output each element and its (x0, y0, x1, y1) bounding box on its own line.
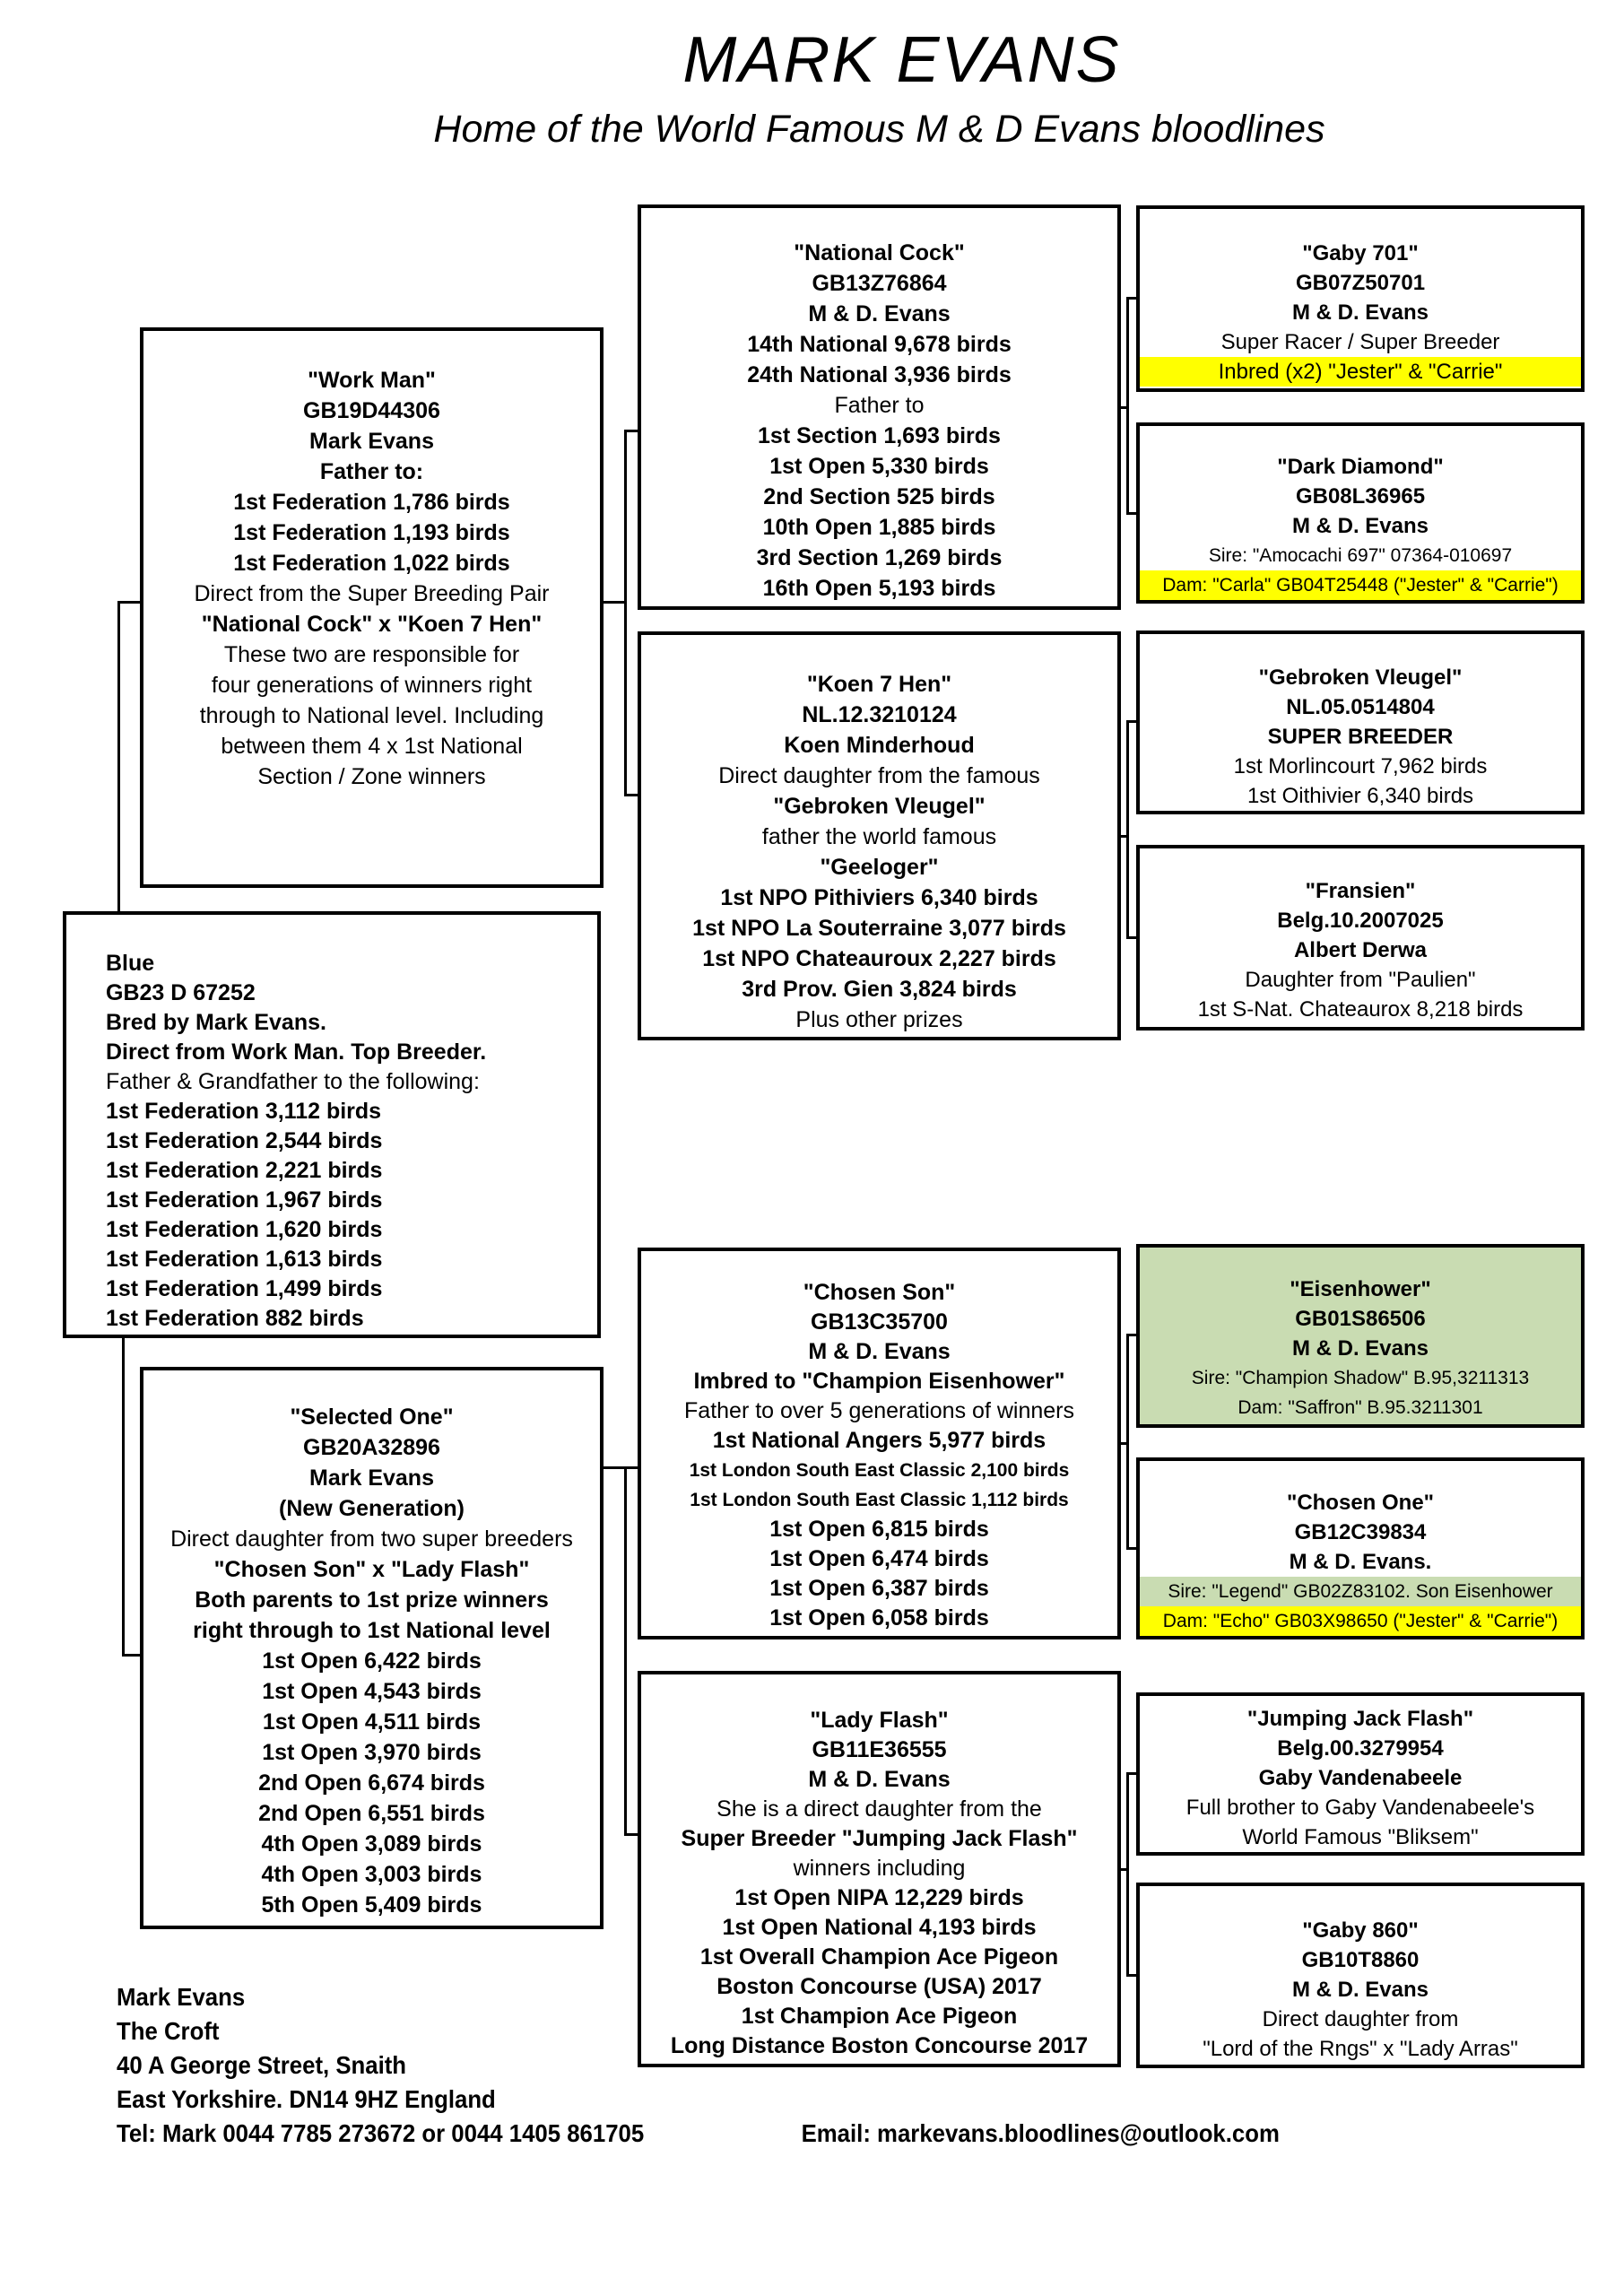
pedigree-line: Albert Derwa (1293, 938, 1428, 962)
pedigree-line: Section / Zone winners (257, 764, 486, 789)
pedigree-line: 5th Open 5,409 birds (261, 1892, 482, 1918)
pedigree-line: 1st NPO La Souterraine 3,077 birds (692, 916, 1066, 941)
pedigree-line: 3rd Section 1,269 birds (756, 545, 1003, 570)
contact-region: East Yorkshire. DN14 9HZ England (117, 2085, 496, 2113)
connector-line (1126, 1772, 1136, 1775)
pedigree-box-jumping-jack-flash (1136, 1692, 1585, 1856)
pedigree-line: Direct daughter from the famous (718, 763, 1040, 788)
pedigree-line: She is a direct daughter from the (716, 1796, 1042, 1822)
connector-line (1126, 936, 1136, 939)
pedigree-line: Koen Minderhoud (784, 733, 975, 758)
pedigree-line: Dam: "Echo" GB03X98650 ("Jester" & "Carrie") (1140, 1606, 1581, 1636)
pedigree-line: Direct from the Super Breeding Pair (194, 581, 550, 606)
pedigree-line: World Famous "Bliksem" (1242, 1825, 1479, 1849)
pedigree-box-dark-diamond (1136, 422, 1585, 604)
pedigree-line: "Gebroken Vleugel" (1258, 665, 1463, 690)
pedigree-line: 1st National Angers 5,977 birds (712, 1428, 1046, 1453)
pedigree-line: 1st Open 6,387 birds (769, 1576, 989, 1601)
pedigree-line: Belg.00.3279954 (1277, 1736, 1444, 1761)
pedigree-line: Inbred (x2) "Jester" & "Carrie" (1140, 357, 1581, 387)
pedigree-box-koen-7-hen (638, 631, 1121, 1040)
pedigree-line: 1st Section 1,693 birds (758, 423, 1001, 448)
pedigree-line: 1st Open 5,330 birds (769, 454, 989, 479)
pedigree-box-lady-flash (638, 1671, 1121, 2067)
pedigree-line: 1st Federation 882 birds (106, 1306, 364, 1331)
pedigree-line: "Chosen One" (1286, 1491, 1435, 1515)
pedigree-line: 3rd Prov. Gien 3,824 birds (742, 977, 1017, 1002)
pedigree-line: father the world famous (761, 824, 997, 849)
pedigree-box-national-cock (638, 204, 1121, 610)
pedigree-line: 10th Open 1,885 birds (762, 515, 996, 540)
pedigree-line: through to National level. Including (199, 703, 544, 728)
pedigree-line: Blue (106, 951, 155, 976)
contact-name: Mark Evans (117, 1983, 246, 2011)
pedigree-line: "Koen 7 Hen" (806, 672, 952, 697)
pedigree-line: Imbred to "Champion Eisenhower" (693, 1369, 1065, 1394)
pedigree-line: "Chosen Son" x "Lady Flash" (213, 1557, 530, 1582)
connector-line (624, 1833, 638, 1836)
pedigree-line: 1st Federation 3,112 birds (106, 1099, 382, 1124)
connector-line (624, 430, 638, 432)
pedigree-line: GB12C39834 (1294, 1520, 1427, 1544)
pedigree-line: M & D. Evans (808, 1767, 951, 1792)
pedigree-line: 1st London South East Classic 1,112 birds (690, 1490, 1069, 1510)
connector-line (1126, 720, 1136, 723)
pedigree-line: 1st Federation 1,967 birds (106, 1187, 383, 1213)
pedigree-line: GB01S86506 (1295, 1307, 1426, 1331)
pedigree-line: 1st S-Nat. Chateaurox 8,218 birds (1197, 997, 1524, 1022)
connector-line (1126, 1974, 1136, 1977)
pedigree-line: 1st Federation 2,221 birds (106, 1158, 383, 1183)
pedigree-line: GB08L36965 (1295, 484, 1426, 509)
connector-line (1121, 835, 1127, 838)
pedigree-line: "Gaby 860" (1302, 1918, 1419, 1943)
pedigree-line: GB19D44306 (303, 398, 440, 423)
pedigree-line: 1st Federation 1,613 birds (106, 1247, 383, 1272)
pedigree-line: 1st Open National 4,193 birds (722, 1915, 1037, 1940)
pedigree-line: 2nd Section 525 birds (763, 484, 995, 509)
pedigree-line: 1st Open 4,543 birds (262, 1679, 482, 1704)
pedigree-line: Father to: (319, 459, 424, 484)
connector-line (604, 601, 626, 604)
pedigree-line: Direct from Work Man. Top Breeder. (106, 1039, 487, 1065)
pedigree-box-blue (63, 911, 601, 1338)
pedigree-line: "Jumping Jack Flash" (1246, 1707, 1474, 1731)
pedigree-line: 1st Morlincourt 7,962 birds (1233, 754, 1488, 778)
pedigree-line: 1st Federation 1,786 birds (233, 490, 510, 515)
pedigree-line: "Dark Diamond" (1277, 455, 1444, 479)
pedigree-box-work-man (140, 327, 604, 888)
pedigree-box-eisenhower (1136, 1244, 1585, 1428)
connector-line (1121, 1442, 1127, 1445)
pedigree-line: 1st Overall Champion Ace Pigeon (699, 1944, 1059, 1970)
pedigree-line: 1st London South East Classic 2,100 birds (689, 1460, 1070, 1481)
pedigree-line: Super Breeder "Jumping Jack Flash" (681, 1826, 1078, 1851)
pedigree-line: Bred by Mark Evans. (106, 1010, 326, 1035)
pedigree-line: "Geeloger" (820, 855, 939, 880)
pedigree-line: 16th Open 5,193 birds (762, 576, 996, 601)
pedigree-line: 1st Open 6,815 birds (769, 1517, 989, 1542)
pedigree-line: NL.12.3210124 (802, 702, 957, 727)
pedigree-line: Direct daughter from (1262, 2007, 1459, 2031)
pedigree-box-chosen-one (1136, 1457, 1585, 1639)
connector-line (122, 1654, 140, 1657)
pedigree-line: Dam: "Saffron" B.95.3211301 (1238, 1397, 1483, 1418)
pedigree-line: Father & Grandfather to the following: (106, 1069, 480, 1094)
pedigree-line: 2nd Open 6,674 birds (258, 1770, 485, 1796)
pedigree-line: (New Generation) (279, 1496, 465, 1521)
pedigree-line: "Eisenhower" (1290, 1277, 1431, 1301)
pedigree-line: Direct daughter from two super breeders (170, 1526, 573, 1552)
connector-line (1121, 1868, 1127, 1871)
pedigree-line: Father to (834, 393, 925, 418)
pedigree-line: 1st Open 4,511 birds (262, 1709, 482, 1735)
pedigree-line: 2nd Open 6,551 birds (258, 1801, 485, 1826)
pedigree-box-chosen-son (638, 1248, 1121, 1639)
pedigree-line: winners including (793, 1856, 966, 1881)
pedigree-line: GB07Z50701 (1295, 271, 1426, 295)
pedigree-line: M & D. Evans. (1289, 1550, 1432, 1574)
pedigree-line: "Gebroken Vleugel" (773, 794, 986, 819)
connector-line (122, 1338, 125, 1657)
pedigree-line: 1st Federation 1,499 birds (106, 1276, 383, 1301)
pedigree-line: NL.05.0514804 (1286, 695, 1435, 719)
pedigree-line: M & D. Evans (808, 301, 951, 326)
pedigree-box-gaby-701 (1136, 205, 1585, 392)
pedigree-line: Long Distance Boston Concourse 2017 (670, 2033, 1089, 2058)
pedigree-line: 1st Open NIPA 12,229 birds (734, 1885, 1024, 1910)
pedigree-line: Full brother to Gaby Vandenabeele's (1185, 1796, 1535, 1820)
pedigree-box-gebroken-vleugel (1136, 631, 1585, 814)
pedigree-line: 4th Open 3,003 birds (261, 1862, 482, 1887)
pedigree-line: "Gaby 701" (1302, 241, 1419, 265)
pedigree-line: 1st Federation 1,620 birds (106, 1217, 383, 1242)
pedigree-line: Belg.10.2007025 (1277, 909, 1444, 933)
pedigree-line: "Fransien" (1305, 879, 1416, 903)
pedigree-line: GB11E36555 (812, 1737, 947, 1762)
connector-line (1126, 1547, 1136, 1550)
connector-line (1126, 512, 1136, 515)
contact-house: The Croft (117, 2017, 220, 2045)
connector-line (117, 601, 120, 911)
pedigree-line: 1st Federation 1,022 birds (233, 551, 510, 576)
pedigree-line: 1st Federation 1,193 birds (233, 520, 510, 545)
connector-line (1126, 297, 1136, 300)
connector-line (624, 794, 638, 796)
connector-line (1126, 1334, 1136, 1336)
pedigree-line: Mark Evans (309, 429, 434, 454)
pedigree-box-fransien (1136, 845, 1585, 1031)
pedigree-line: 1st Open 6,058 birds (769, 1605, 989, 1631)
pedigree-line: 1st Champion Ace Pigeon (741, 2004, 1018, 2029)
connector-line (1126, 721, 1129, 939)
pedigree-line: Dam: "Carla" GB04T25448 ("Jester" & "Carrie") (1140, 570, 1581, 600)
page-title: MARK EVANS (682, 24, 1121, 96)
pedigree-line: "Work Man" (308, 368, 436, 393)
connector-line (1126, 1773, 1129, 1977)
pedigree-line: Mark Evans (309, 1465, 434, 1491)
pedigree-box-selected-one (140, 1367, 604, 1929)
pedigree-line: 24th National 3,936 birds (747, 362, 1012, 387)
contact-email: Email: markevans.bloodlines@outlook.com (801, 2119, 1280, 2147)
pedigree-line: 4th Open 3,089 birds (261, 1831, 482, 1857)
pedigree-line: 1st Federation 2,544 birds (106, 1128, 383, 1153)
pedigree-box-gaby-860 (1136, 1883, 1585, 2068)
pedigree-line: These two are responsible for (223, 642, 520, 667)
pedigree-line: Sire: "Legend" GB02Z83102. Son Eisenhower (1140, 1577, 1581, 1606)
pedigree-line: M & D. Evans (1291, 1336, 1429, 1361)
pedigree-line: between them 4 x 1st National (221, 734, 523, 759)
pedigree-line: 1st Open 6,422 birds (262, 1648, 482, 1674)
pedigree-line: SUPER BREEDER (1267, 725, 1454, 749)
pedigree-line: 14th National 9,678 birds (747, 332, 1012, 357)
connector-line (1121, 406, 1127, 409)
pedigree-line: "National Cock" (794, 240, 965, 265)
pedigree-line: M & D. Evans (1291, 514, 1429, 538)
pedigree-line: Sire: "Amocachi 697" 07364-010697 (1208, 545, 1513, 566)
connector-line (624, 1466, 627, 1836)
pedigree-line: 1st Oithivier 6,340 birds (1246, 784, 1474, 808)
pedigree-line: "National Cock" x "Koen 7 Hen" (201, 612, 543, 637)
pedigree-line: GB10T8860 (1301, 1948, 1420, 1972)
pedigree-line: "Lady Flash" (810, 1708, 949, 1733)
contact-phone: Tel: Mark 0044 7785 273672 or 0044 1405 861705 (117, 2119, 645, 2147)
pedigree-line: M & D. Evans (1291, 1978, 1429, 2002)
connector-line (117, 601, 140, 604)
pedigree-line: "Selected One" (290, 1405, 454, 1430)
pedigree-line: 1st Open 6,474 birds (769, 1546, 989, 1571)
pedigree-line: Boston Concourse (USA) 2017 (716, 1974, 1042, 1999)
pedigree-line: Plus other prizes (795, 1007, 963, 1032)
pedigree-line: GB20A32896 (303, 1435, 440, 1460)
pedigree-line: 1st NPO Pithiviers 6,340 birds (720, 885, 1038, 910)
connector-line (604, 1466, 638, 1469)
pedigree-line: "Chosen Son" (803, 1280, 956, 1305)
pedigree-line: Gaby Vandenabeele (1258, 1766, 1463, 1790)
pedigree-line: Daughter from "Paulien" (1245, 968, 1476, 992)
pedigree-line: "Lord of the Rngs" x "Lady Arras" (1203, 2037, 1518, 2061)
pedigree-line: Sire: "Champion Shadow" B.95,3211313 (1191, 1368, 1530, 1388)
pedigree-line: Both parents to 1st prize winners (195, 1587, 549, 1613)
pedigree-line: GB23 D 67252 (106, 980, 256, 1005)
pedigree-line: four generations of winners right (211, 673, 533, 698)
page-subtitle: Home of the World Famous M & D Evans bloodlines (433, 108, 1325, 151)
pedigree-line: 1st NPO Chateauroux 2,227 birds (702, 946, 1056, 971)
pedigree-line: GB13Z76864 (812, 271, 947, 296)
pedigree-line: 1st Open 3,970 birds (262, 1740, 482, 1765)
connector-line (624, 430, 627, 796)
pedigree-line: right through to 1st National level (193, 1618, 551, 1643)
pedigree-line: GB13C35700 (811, 1309, 948, 1335)
pedigree-line: M & D. Evans (808, 1339, 951, 1364)
pedigree-line: Super Racer / Super Breeder (1220, 330, 1500, 354)
pedigree-line: Father to over 5 generations of winners (684, 1398, 1074, 1423)
contact-street: 40 A George Street, Snaith (117, 2051, 407, 2079)
pedigree-line: M & D. Evans (1291, 300, 1429, 325)
